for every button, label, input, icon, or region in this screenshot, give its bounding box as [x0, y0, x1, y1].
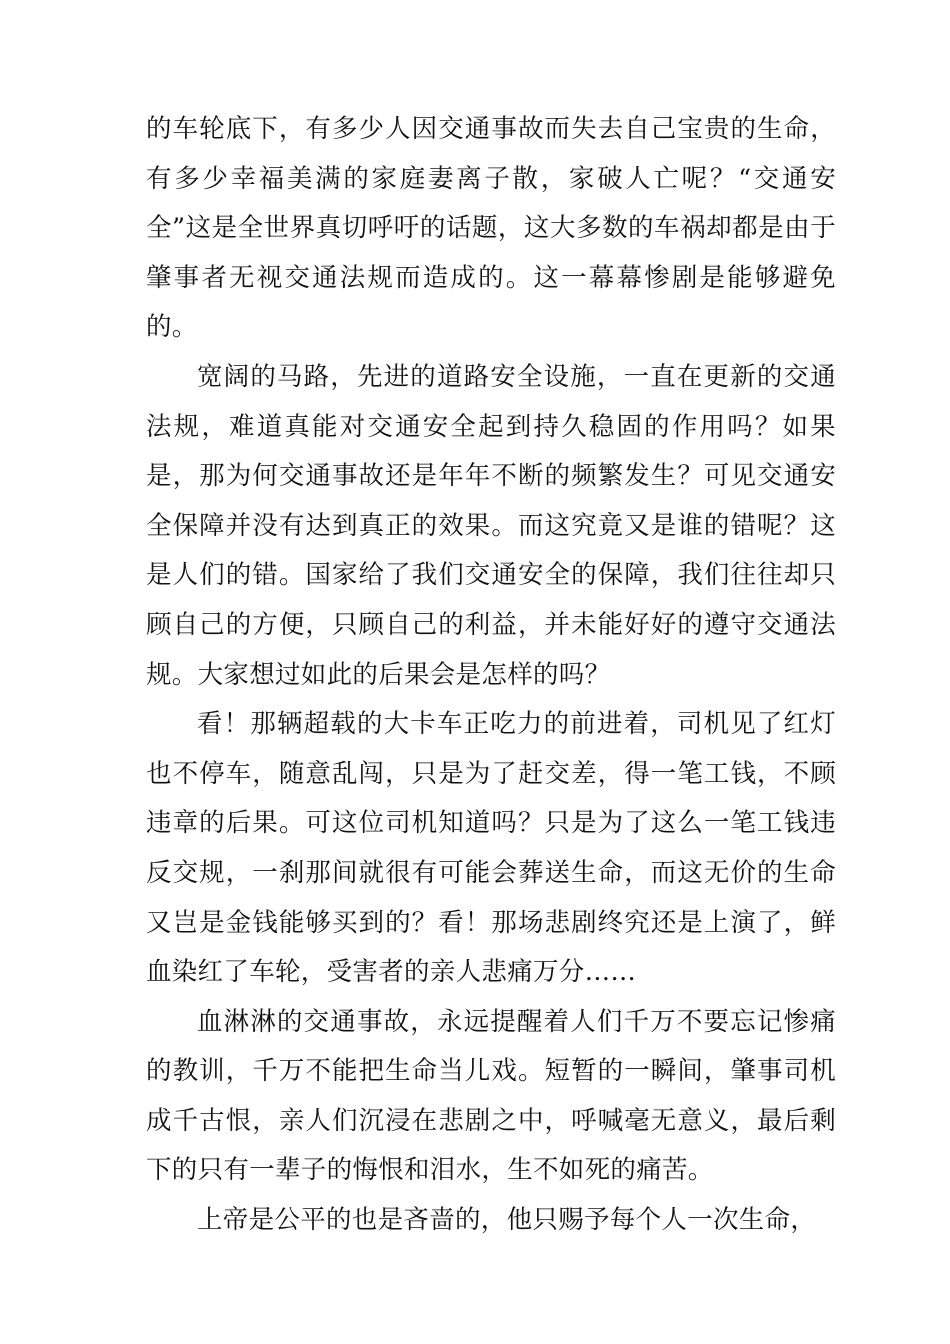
paragraph-god-is-fair: 上帝是公平的也是吝啬的，他只赐予每个人一次生命，: [197, 1205, 817, 1236]
paragraph-continuation: 的车轮底下，有多少人因交通事故而失去自己宝贵的生命，有多少幸福美满的家庭妻离子散，家破人亡呢？“交通安全”这是全世界真切呼吁的话题，这大多数的车祸却都是由于肇事者无视交通法规而造成的。这一幕幕惨剧是能够避免的。: [146, 114, 836, 343]
paragraph-overloaded-truck: 看！那辆超载的大卡车正吃力的前进着，司机见了红灯也不停车，随意乱闯，只是为了赶交差，得一笔工钱，不顾违章的后果。可这位司机知道吗？只是为了这么一笔工钱违反交规，一刹那间就很有可能会葬送生命，而这无价的生命又岂是金钱能够买到的？看！那场悲剧终究还是上演了，鲜血染红了车轮，受害者的亲人悲痛万分……: [146, 709, 836, 988]
paragraph-bloody-accident: 血淋淋的交通事故，永远提醒着人们千万不要忘记惨痛的教训，千万不能把生命当儿戏。短暂的一瞬间，肇事司机成千古恨，亲人们沉浸在悲剧之中，呼喊毫无意义，最后剩下的只有一辈子的悔恨和泪水，生不如死的痛苦。: [146, 1006, 836, 1186]
document-body: [146, 105, 836, 1246]
paragraph-road-safety-question: 宽阔的马路，先进的道路安全设施，一直在更新的交通法规，难道真能对交通安全起到持久稳固的作用吗？如果是，那为何交通事故还是年年不断的频繁发生？可见交通安全保障并没有达到真正的效果。而这究竟又是谁的错呢？这是人们的错。国家给了我们交通安全的保障，我们往往却只顾自己的方便，只顾自己的利益，并未能好好的遵守交通法规。大家想过如此的后果会是怎样的吗？: [146, 361, 836, 690]
